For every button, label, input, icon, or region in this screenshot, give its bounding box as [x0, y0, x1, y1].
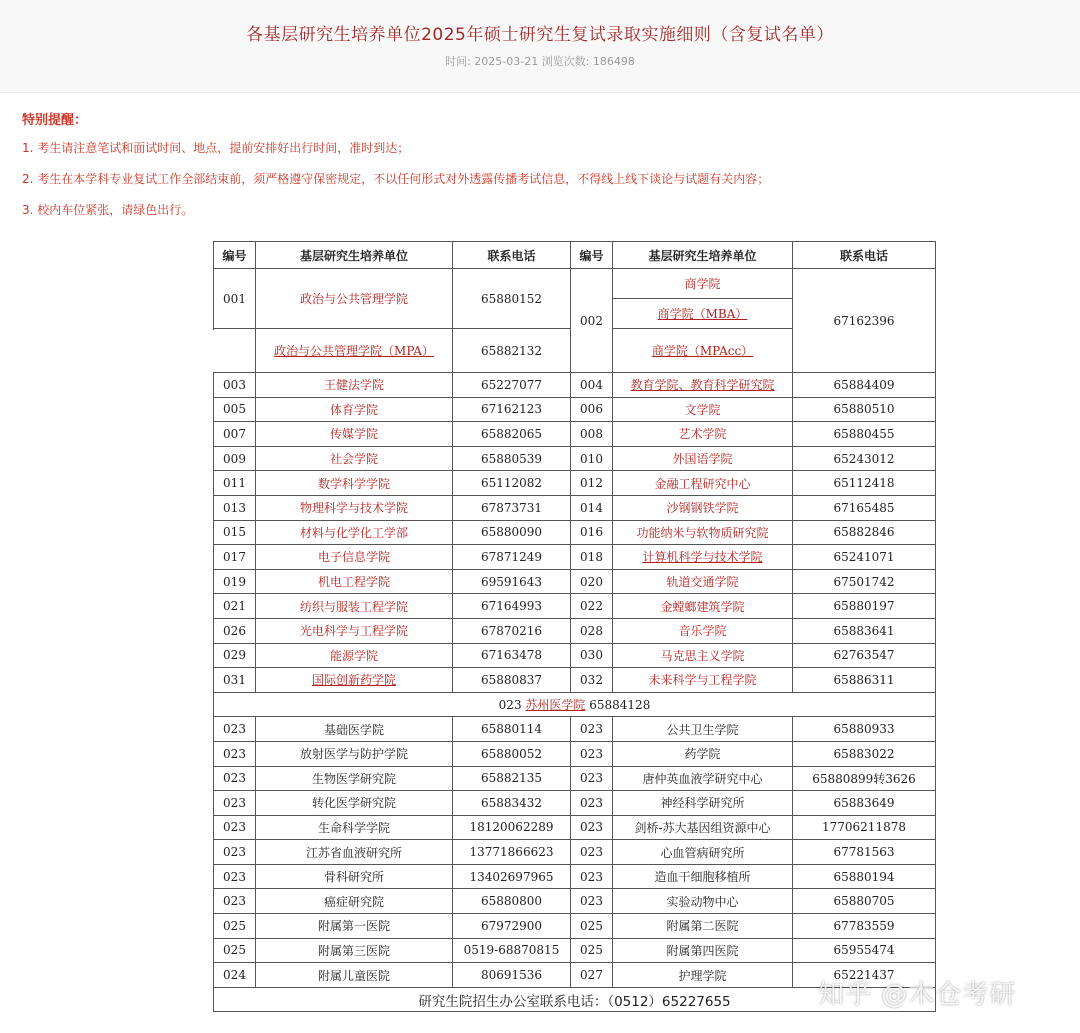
unit-link[interactable]: 外国语学院: [613, 446, 793, 471]
footer-contact: 研究生院招生办公室联系电话：（0512）65227655: [214, 987, 936, 1012]
table-row: [214, 889, 936, 914]
unit-phone: 65883649: [793, 791, 936, 816]
unit-phone: 65883641: [793, 618, 936, 643]
unit-link[interactable]: 艺术学院: [613, 422, 793, 447]
unit-code: 012: [571, 471, 613, 496]
unit-link[interactable]: 功能纳米与软物质研究院: [613, 520, 793, 545]
unit-code: 005: [214, 397, 256, 422]
unit-phone: 65880933: [793, 717, 936, 742]
unit-phone: 67781563: [793, 840, 936, 865]
unit-link[interactable]: 政治与公共管理学院（MPA）: [256, 329, 453, 373]
unit-code: 023: [214, 864, 256, 889]
unit-name: 护理学院: [613, 963, 793, 988]
unit-link[interactable]: 机电工程学院: [256, 569, 453, 594]
unit-name: 实验动物中心: [613, 889, 793, 914]
unit-phone: 65243012: [793, 446, 936, 471]
unit-phone: 65880510: [793, 397, 936, 422]
unit-phone: 65880194: [793, 864, 936, 889]
unit-code: 023: [214, 717, 256, 742]
unit-link[interactable]: 王健法学院: [256, 373, 453, 398]
unit-code: 030: [571, 643, 613, 668]
unit-code: 004: [571, 373, 613, 398]
unit-phone: 67871249: [453, 545, 571, 570]
unit-link[interactable]: 商学院（MPAcc）: [613, 329, 793, 373]
unit-link[interactable]: 体育学院: [256, 397, 453, 422]
unit-name: 公共卫生学院: [613, 717, 793, 742]
header-unit: 基层研究生培养单位: [256, 242, 453, 269]
unit-code: 020: [571, 569, 613, 594]
unit-phone: 65880152: [453, 269, 571, 329]
unit-phone: 65880114: [453, 717, 571, 742]
unit-link[interactable]: 商学院（MBA）: [613, 299, 793, 329]
table-row: [214, 717, 936, 742]
unit-code: 029: [214, 643, 256, 668]
unit-phone: 65227077: [453, 373, 571, 398]
medical-link[interactable]: 苏州医学院: [525, 698, 586, 713]
unit-phone: 65884409: [793, 373, 936, 398]
unit-link[interactable]: 国际创新药学院: [256, 668, 453, 693]
unit-link[interactable]: 社会学院: [256, 446, 453, 471]
unit-phone: 65883432: [453, 791, 571, 816]
unit-phone: 67162123: [453, 397, 571, 422]
table-row: [214, 422, 936, 447]
unit-phone: 80691536: [453, 963, 571, 988]
unit-name: 造血干细胞移植所: [613, 864, 793, 889]
unit-code: 025: [571, 938, 613, 963]
unit-name: 剑桥-苏大基因组资源中心: [613, 815, 793, 840]
unit-code: 003: [214, 373, 256, 398]
unit-code: 023: [214, 840, 256, 865]
unit-phone: 65112418: [793, 471, 936, 496]
unit-phone: 69591643: [453, 569, 571, 594]
notice-item: 2. 考生在本学科专业复试工作全部结束前，须严格遵守保密规定，不以任何形式对外透露传播考试信息，不得线上线下谈论与试题有关内容；: [22, 172, 770, 186]
notice-item: 3. 校内车位紧张，请绿色出行。: [22, 203, 194, 217]
unit-name: 附属第二医院: [613, 914, 793, 939]
notice-item: 1. 考生请注意笔试和面试时间、地点，提前安排好出行时间，准时到达；: [22, 141, 410, 155]
unit-code: 023: [214, 889, 256, 914]
header-code: 编号: [571, 242, 613, 269]
unit-phone: 67873731: [453, 495, 571, 520]
unit-phone: 67870216: [453, 618, 571, 643]
unit-name: 癌症研究院: [256, 889, 453, 914]
unit-phone: 0519-68870815: [453, 938, 571, 963]
unit-link[interactable]: 纺织与服装工程学院: [256, 594, 453, 619]
unit-code: 026: [214, 618, 256, 643]
unit-phone: 65880197: [793, 594, 936, 619]
unit-phone: 65880539: [453, 446, 571, 471]
header-code: 编号: [214, 242, 256, 269]
unit-phone: 67163478: [453, 643, 571, 668]
unit-code: 032: [571, 668, 613, 693]
table-row: [214, 569, 936, 594]
unit-code: 023: [571, 791, 613, 816]
unit-code: 010: [571, 446, 613, 471]
watermark: 知乎 @木仓考研: [818, 980, 1017, 1010]
unit-link[interactable]: 数学科学学院: [256, 471, 453, 496]
unit-phone: 65112082: [453, 471, 571, 496]
unit-name: 生命科学学院: [256, 815, 453, 840]
unit-phone: 65880705: [793, 889, 936, 914]
unit-code: 023: [214, 741, 256, 766]
table-row: [214, 373, 936, 398]
unit-name: 骨科研究所: [256, 864, 453, 889]
page-meta: 时间: 2025-03-21 浏览次数: 186498: [445, 55, 635, 68]
unit-code: 021: [214, 594, 256, 619]
unit-name: 江苏省血液研究所: [256, 840, 453, 865]
medical-phone: 65884128: [589, 698, 651, 713]
unit-name: 附属第三医院: [256, 938, 453, 963]
table-row: [214, 791, 936, 816]
unit-phone: 67783559: [793, 914, 936, 939]
unit-code: 027: [571, 963, 613, 988]
unit-name: 神经科学研究所: [613, 791, 793, 816]
table-row: [214, 643, 936, 668]
unit-code: 018: [571, 545, 613, 570]
unit-code: 023: [571, 815, 613, 840]
unit-name: 附属第四医院: [613, 938, 793, 963]
unit-phone: 65882132: [453, 329, 571, 373]
unit-phone: 65955474: [793, 938, 936, 963]
unit-code: 023: [571, 889, 613, 914]
unit-code: 023: [571, 864, 613, 889]
unit-code: 031: [214, 668, 256, 693]
unit-phone: 67162396: [793, 269, 936, 373]
table-row: [214, 594, 936, 619]
table-row: [214, 668, 936, 693]
unit-phone: 13402697965: [453, 864, 571, 889]
table-row: [214, 446, 936, 471]
header-phone: 联系电话: [793, 242, 936, 269]
unit-phone: 67501742: [793, 569, 936, 594]
unit-phone: 67165485: [793, 495, 936, 520]
unit-code: 028: [571, 618, 613, 643]
unit-code: 008: [571, 422, 613, 447]
unit-link[interactable]: 轨道交通学院: [613, 569, 793, 594]
unit-code: 007: [214, 422, 256, 447]
unit-phone: 13771866623: [453, 840, 571, 865]
unit-phone: 65241071: [793, 545, 936, 570]
table-row: [214, 741, 936, 766]
unit-link[interactable]: 教育学院、教育科学研究院: [613, 373, 793, 398]
table-row: [214, 938, 936, 963]
unit-name: 附属第一医院: [256, 914, 453, 939]
unit-code: 011: [214, 471, 256, 496]
unit-phone: 18120062289: [453, 815, 571, 840]
unit-phone: 65882065: [453, 422, 571, 447]
unit-phone: 65880090: [453, 520, 571, 545]
table-row: [214, 495, 936, 520]
table-row: [214, 269, 936, 299]
unit-code: 023: [571, 766, 613, 791]
unit-code: 023: [571, 717, 613, 742]
unit-code: 013: [214, 495, 256, 520]
unit-link[interactable]: 电子信息学院: [256, 545, 453, 570]
unit-code: 014: [571, 495, 613, 520]
table-row: [214, 840, 936, 865]
unit-phone: 65880899转3626: [793, 766, 936, 791]
unit-code: 025: [571, 914, 613, 939]
table-header-row: [214, 242, 936, 269]
unit-phone: 65883022: [793, 741, 936, 766]
unit-link[interactable]: 计算机科学与技术学院: [613, 545, 793, 570]
unit-code: 024: [214, 963, 256, 988]
unit-phone: 65880052: [453, 741, 571, 766]
unit-code: 025: [214, 938, 256, 963]
unit-code: 023: [214, 815, 256, 840]
unit-code: 023: [571, 741, 613, 766]
unit-link[interactable]: 金融工程研究中心: [613, 471, 793, 496]
unit-phone: 65880800: [453, 889, 571, 914]
notice-section: [0, 93, 1080, 218]
unit-link[interactable]: 物理科学与技术学院: [256, 495, 453, 520]
unit-phone: 65882846: [793, 520, 936, 545]
unit-code: 006: [571, 397, 613, 422]
table-row: [214, 397, 936, 422]
unit-phone: 62763547: [793, 643, 936, 668]
unit-code: 023: [214, 791, 256, 816]
unit-link[interactable]: 未来科学与工程学院: [613, 668, 793, 693]
unit-link[interactable]: 能源学院: [256, 643, 453, 668]
unit-name: 基础医学院: [256, 717, 453, 742]
unit-phone: 65880455: [793, 422, 936, 447]
table-row: [214, 815, 936, 840]
unit-link[interactable]: 音乐学院: [613, 618, 793, 643]
contact-table: [213, 241, 936, 1012]
unit-phone: 67972900: [453, 914, 571, 939]
unit-code: 022: [571, 594, 613, 619]
unit-link[interactable]: 传媒学院: [256, 422, 453, 447]
table-row: [214, 471, 936, 496]
unit-code: 001: [214, 269, 256, 329]
unit-code: 025: [214, 914, 256, 939]
unit-link[interactable]: 沙钢钢铁学院: [613, 495, 793, 520]
header-unit: 基层研究生培养单位: [613, 242, 793, 269]
table-row: [214, 520, 936, 545]
unit-code: 023: [214, 766, 256, 791]
unit-link[interactable]: 马克思主义学院: [613, 643, 793, 668]
unit-name: 附属儿童医院: [256, 963, 453, 988]
unit-link[interactable]: 商学院: [613, 269, 793, 299]
medical-code: 023: [498, 698, 522, 713]
unit-code: 002: [571, 269, 613, 373]
table-row: [214, 864, 936, 889]
unit-phone: 65221437: [793, 963, 936, 988]
page-title: 各基层研究生培养单位2025年硕士研究生复试录取实施细则（含复试名单）: [246, 25, 834, 45]
unit-name: 唐仲英血液学研究中心: [613, 766, 793, 791]
unit-link[interactable]: 金螳螂建筑学院: [613, 594, 793, 619]
table-row: [214, 914, 936, 939]
unit-code: 015: [214, 520, 256, 545]
unit-name: 生物医学研究院: [256, 766, 453, 791]
unit-name: 心血管病研究所: [613, 840, 793, 865]
notice-title: 特别提醒：: [22, 113, 88, 128]
table-row: [214, 766, 936, 791]
unit-phone: 65886311: [793, 668, 936, 693]
unit-link[interactable]: 政治与公共管理学院: [256, 269, 453, 329]
unit-code: 019: [214, 569, 256, 594]
unit-link[interactable]: 文学院: [613, 397, 793, 422]
unit-name: 放射医学与防护学院: [256, 741, 453, 766]
unit-code: 017: [214, 545, 256, 570]
unit-code: 023: [571, 840, 613, 865]
unit-link[interactable]: 光电科学与工程学院: [256, 618, 453, 643]
unit-phone: 67164993: [453, 594, 571, 619]
unit-name: 药学院: [613, 741, 793, 766]
header-phone: 联系电话: [453, 242, 571, 269]
page-header: [0, 0, 1080, 93]
unit-phone: 65880837: [453, 668, 571, 693]
unit-phone: 17706211878: [793, 815, 936, 840]
unit-phone: 65882135: [453, 766, 571, 791]
medical-group-row: [214, 692, 936, 717]
unit-code: 016: [571, 520, 613, 545]
unit-code: 009: [214, 446, 256, 471]
unit-link[interactable]: 材料与化学化工学部: [256, 520, 453, 545]
table-row: [214, 618, 936, 643]
unit-name: 转化医学研究院: [256, 791, 453, 816]
table-row: [214, 545, 936, 570]
